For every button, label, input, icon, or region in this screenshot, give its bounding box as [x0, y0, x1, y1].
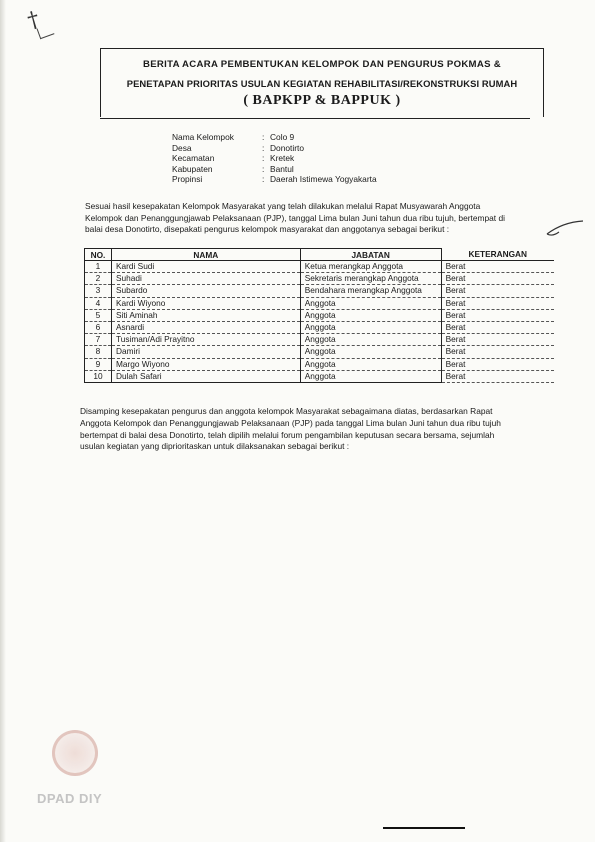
- cell-keterangan: Berat: [441, 261, 554, 273]
- margin-pen-mark: [545, 218, 585, 248]
- table-row: [85, 297, 555, 309]
- cell-no: 9: [85, 358, 112, 370]
- group-info: [172, 132, 377, 185]
- header-title-line2: PENETAPAN PRIORITAS USULAN KEGIATAN REHABILITASI/REKONSTRUKSI RUMAH: [126, 78, 518, 89]
- table-row: [85, 309, 555, 321]
- cell-jabatan: Anggota: [300, 309, 441, 321]
- footer-rule: [383, 827, 465, 829]
- cell-nama: Asnardi: [111, 321, 300, 333]
- table-row: [85, 346, 555, 358]
- info-colon: :: [262, 163, 265, 174]
- info-value: Donotirto: [270, 142, 304, 153]
- cell-jabatan: Anggota: [300, 370, 441, 382]
- cell-keterangan: Berat: [441, 309, 554, 321]
- agreement-paragraph: [85, 201, 543, 236]
- column-header-no: NO.: [85, 249, 112, 261]
- info-colon: :: [262, 153, 265, 164]
- cell-jabatan: Anggota: [300, 334, 441, 346]
- info-label: Propinsi: [172, 174, 203, 185]
- cell-jabatan: Bendahara merangkap Anggota: [300, 285, 441, 297]
- cell-jabatan: Anggota: [300, 346, 441, 358]
- cell-keterangan: Berat: [441, 334, 554, 346]
- info-row-desa: [172, 143, 377, 154]
- column-header-nama: NAMA: [111, 249, 300, 261]
- paragraph-line: bertempat di balai desa Donotirto, telah dipilih melalui forum pengambilan keputusan secara bersama, sejumlah: [80, 429, 495, 440]
- info-colon: :: [262, 132, 265, 142]
- cell-keterangan: Berat: [441, 285, 554, 297]
- cell-keterangan: Berat: [441, 297, 554, 309]
- cell-no: 3: [85, 285, 112, 297]
- cell-jabatan: Sekretaris merangkap Anggota: [300, 273, 441, 285]
- info-row-kabupaten: [172, 164, 377, 175]
- cell-jabatan: Anggota: [300, 297, 441, 309]
- cell-keterangan: Berat: [441, 273, 554, 285]
- members-table: [84, 248, 554, 383]
- cell-keterangan: Berat: [441, 370, 554, 382]
- cell-jabatan: Anggota: [300, 321, 441, 333]
- table-row: [85, 261, 555, 273]
- archive-seal-icon: [52, 730, 98, 776]
- cell-nama: Suhadi: [111, 273, 300, 285]
- paragraph-line: Sesuai hasil kesepakatan Kelompok Masyarakat yang telah dilakukan melalui Rapat Musyawarah Anggota: [85, 201, 481, 211]
- table-row: [85, 370, 555, 382]
- info-label: Kabupaten: [172, 163, 213, 174]
- info-label: Nama Kelompok: [172, 132, 234, 142]
- cell-nama: Damiri: [111, 346, 300, 358]
- table-row: [85, 358, 555, 370]
- priority-paragraph: [80, 406, 557, 453]
- info-label: Kecamatan: [172, 153, 215, 164]
- cell-nama: Kardi Sudi: [111, 261, 300, 273]
- info-row-propinsi: [172, 174, 377, 185]
- cell-jabatan: Ketua merangkap Anggota: [300, 261, 441, 273]
- cell-no: 4: [85, 297, 112, 309]
- cell-jabatan: Anggota: [300, 358, 441, 370]
- paragraph-line: Anggota Kelompok dan Penanggungjawab Pelaksanaan (PJP) pada tanggal Lima bulan Juni tahun dua ribu tujuh: [80, 417, 501, 428]
- header-title-line1: BERITA ACARA PEMBENTUKAN KELOMPOK DAN PENGURUS POKMAS &: [143, 59, 501, 70]
- table-row: [85, 334, 555, 346]
- archive-watermark: DPAD DIY: [37, 791, 103, 806]
- table-row: [85, 321, 555, 333]
- cell-no: 1: [85, 261, 112, 273]
- cell-nama: Tusiman/Adi Prayitno: [111, 334, 300, 346]
- document-header: [100, 48, 544, 117]
- cell-no: 7: [85, 334, 112, 346]
- info-colon: :: [262, 142, 265, 153]
- table-row: [85, 273, 555, 285]
- header-abbreviation: ( BAPKPP & BAPPUK ): [243, 93, 401, 108]
- cell-nama: Kardi Wiyono: [111, 297, 300, 309]
- cell-no: 5: [85, 309, 112, 321]
- paragraph-line: balai desa Donotirto, disepakati pengurus kelompok masyarakat dan anggotanya sebagai berikut :: [85, 224, 450, 235]
- info-colon: :: [262, 174, 265, 185]
- handwritten-mark: †: [24, 7, 43, 34]
- cell-nama: Dulah Safari: [111, 370, 300, 382]
- paragraph-line: Disamping kesepakatan pengurus dan anggota kelompok Masyarakat sebagaimana diatas, berdasarkan Rapat: [80, 406, 493, 416]
- info-label: Desa: [172, 142, 192, 153]
- info-value: Daerah Istimewa Yogyakarta: [270, 174, 377, 185]
- info-value: Kretek: [270, 153, 295, 164]
- column-header-keterangan: KETERANGAN: [441, 249, 554, 261]
- paragraph-line: Kelompok dan Penanggungjawab Pelaksanaan (PJP), tanggal Lima bulan Juni tahun dua ribu tujuh, bertempat di: [85, 212, 505, 223]
- table-header-row: [85, 249, 555, 261]
- cell-nama: Siti Aminah: [111, 309, 300, 321]
- info-row-nama-kelompok: [172, 132, 377, 143]
- cell-nama: Margo Wiyono: [111, 358, 300, 370]
- cell-no: 2: [85, 273, 112, 285]
- cell-no: 6: [85, 321, 112, 333]
- cell-keterangan: Berat: [441, 321, 554, 333]
- cell-keterangan: Berat: [441, 358, 554, 370]
- info-row-kecamatan: [172, 153, 377, 164]
- cell-no: 10: [85, 370, 112, 382]
- page-edge: [0, 0, 6, 842]
- paragraph-line: usulan kegiatan yang diprioritaskan untuk dilaksanakan sebagai berikut :: [80, 441, 350, 452]
- cell-no: 8: [85, 346, 112, 358]
- cell-keterangan: Berat: [441, 346, 554, 358]
- table-row: [85, 285, 555, 297]
- info-value: Colo 9: [270, 132, 295, 142]
- column-header-jabatan: JABATAN: [300, 249, 441, 261]
- cell-nama: Subardo: [111, 285, 300, 297]
- info-value: Bantul: [270, 163, 294, 174]
